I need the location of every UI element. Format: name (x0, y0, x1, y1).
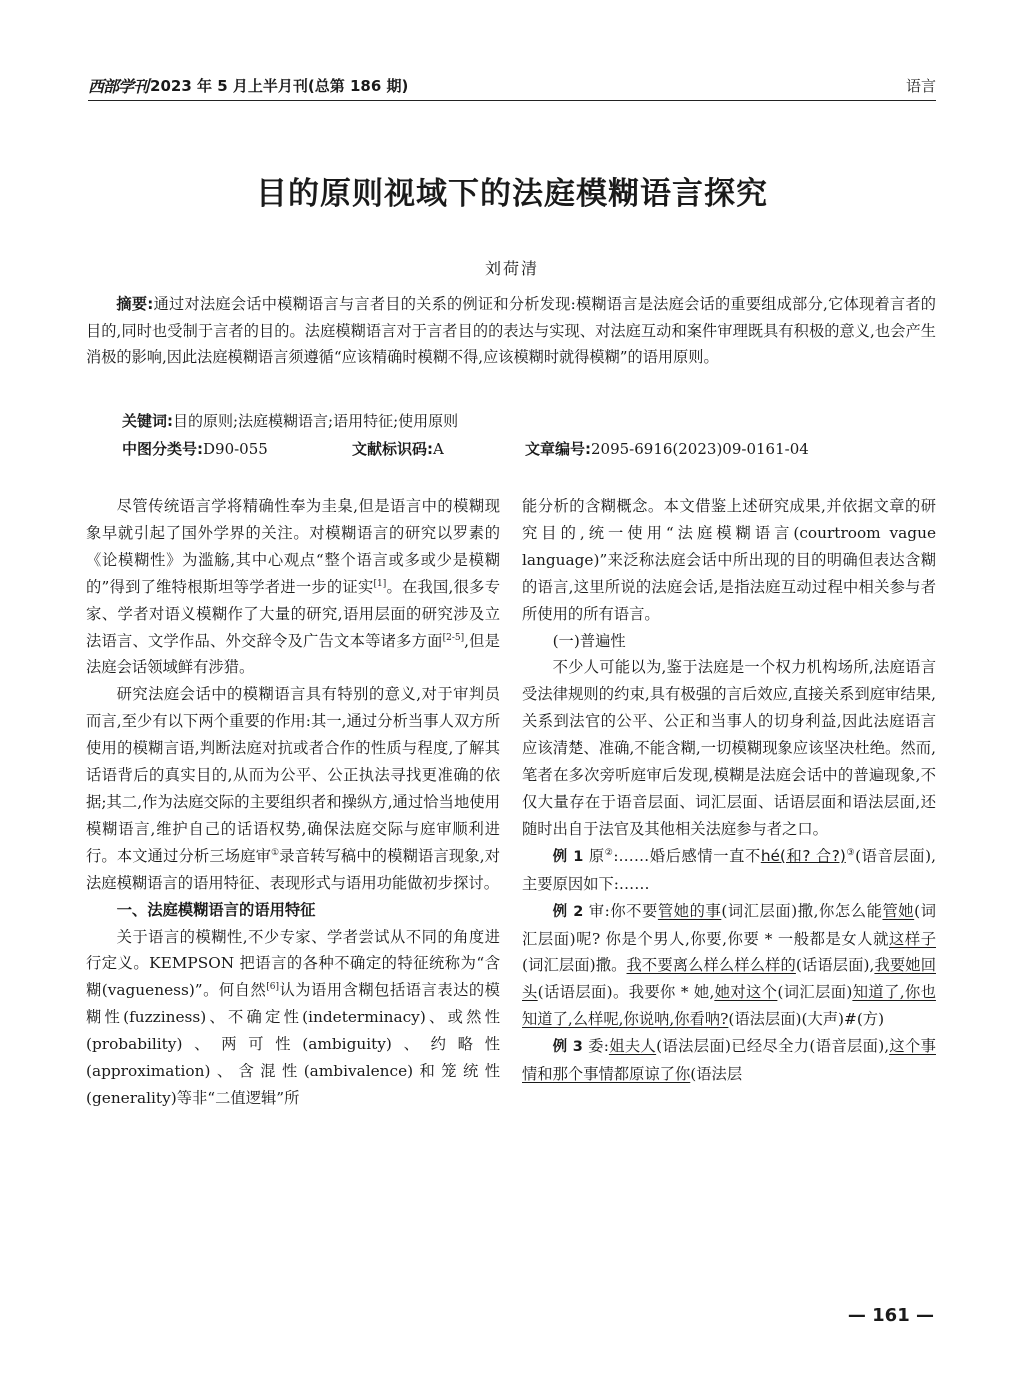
paragraph: 能分析的含糊概念。本文借鉴上述研究成果,并依据文章的研究目的,统一使用“法庭模糊语言(courtroom vague language)”来泛称法庭会话中所出现的目的明确但表达含糊的语言,这里所说的法庭会话,是指法庭互动过程中相关参与者所使用的所有语言。 (522, 497, 936, 623)
text-run: (词汇层面) (777, 983, 853, 1002)
subsection-heading: (一)普遍性 (552, 631, 626, 650)
underlined-phrase: 知道了,你也知道了,么样呢,你说呐,你看呐? (522, 983, 936, 1029)
running-header (88, 72, 936, 98)
text-run: 。在我国,很多专家、学者对语义模糊作了大量的研究,语用层面的研究涉及立法语言、文学作品、外交辞令及广告文本等诸多方面 (86, 577, 500, 650)
text-run: (语法层 (690, 1065, 743, 1084)
journal-logo: 西部学刊 (88, 76, 149, 96)
abstract-text: 通过对法庭会话中模糊语言与言者目的关系的例证和分析发现:模糊语言是法庭会话的重要组成部分,它体现着言者的目的,同时也受制于言者的目的。法庭模糊语言对于言者目的的表达与实现、对法庭互动和案件审理既具有积极的意义,也会产生消极的影响,因此法庭模糊语言须遵循“应该精确时模糊不得,应该模糊时就得模糊”的语用原则。 (86, 295, 936, 367)
header-divider (88, 100, 936, 101)
abstract (86, 291, 936, 371)
text-run: (语法层面)已经尽全力(语音层面), (656, 1037, 890, 1056)
keywords-label: 关键词: (122, 412, 173, 430)
keywords-text: 目的原则;法庭模糊语言;语用特征;使用原则 (173, 412, 459, 430)
paragraph (86, 681, 500, 896)
paragraph (86, 924, 500, 1112)
text-run: (词汇层面)呢? 你是个男人,你要,你要 * 一般都是女人就 (522, 901, 936, 948)
text-run: 认为语用含糊包括语言表达的模糊性(fuzziness)、不确定性(indeterminacy)、或然性(probability)、两可性(ambiguity)、约略性(approximation)、含混性(ambivalence)和笼统性(generality)等非“二值逻辑”所 (86, 981, 500, 1107)
art-value: 2095-6916(2023)09-0161-04 (591, 440, 809, 458)
right-column (522, 493, 936, 1088)
clc-label: 中图分类号: (122, 440, 203, 458)
underlined-phrase: 姐夫人 (608, 1037, 657, 1056)
text-run: (语音层面),主要原因如下:…… (522, 846, 936, 893)
author-name: 刘荷清 (484, 259, 539, 278)
citation: [2-5] (442, 632, 465, 643)
citation: [6] (266, 982, 279, 993)
text-run: (话语层面), (795, 956, 875, 975)
abstract-label: 摘要: (116, 295, 154, 313)
example-label: 例 2 (552, 903, 584, 920)
article-number (525, 437, 809, 461)
pinyin-annotation: hé(和? 合?) (760, 846, 846, 865)
issue-info: 2023 年 5 月上半月刊(总第 186 期) (150, 76, 409, 95)
paragraph (86, 493, 500, 681)
text-run: 审:你不要 (588, 901, 658, 920)
example-label: 例 3 (552, 1039, 583, 1056)
text-run: :……婚后感情一直不 (613, 846, 761, 865)
underlined-phrase: 我要她回头 (522, 956, 936, 1002)
footnote-marker: ② (604, 847, 614, 858)
text-run: ,但是法庭会话领域鲜有涉猎。 (86, 631, 500, 677)
example-2 (522, 898, 936, 1034)
text-run: 尽管传统语言学将精确性奉为圭臬,但是语言中的模糊现象早就引起了国外学界的关注。对模糊语言的研究以罗素的《论模糊性》为滥觞,其中心观点“整个语言或多或少是模糊的”得到了维特根斯坦等学者进一步的证实 (86, 497, 500, 596)
left-column (86, 493, 500, 1112)
text-run: 研究法庭会话中的模糊语言具有特别的意义,对于审判员而言,至少有以下两个重要的作用:其一,通过分析当事人双方所使用的模糊言语,判断法庭对抗或者合作的性质与程度,了解其话语背后的真实目的,从而为公平、公正执法寻找更准确的依据;其二,作为法庭交际的主要组织者和操纵方,通过恰当地使用模糊语言,维护自己的话语权势,确保法庭交际与庭审顺利进行。本文通过分析三场庭审 (86, 685, 500, 865)
document-code (352, 437, 525, 461)
footnote-marker: ③ (845, 847, 856, 858)
underlined-phrase: 她对这个 (714, 983, 778, 1002)
example-1 (522, 843, 936, 898)
text-run: 委: (588, 1037, 609, 1056)
text-run: 关于语言的模糊性,不少专家、学者尝试从不同的角度进行定义。KEMPSON 把语言的各种不确定的特征统称为“含糊(vagueness)”。何自然 (86, 927, 500, 1000)
header-left (88, 74, 408, 97)
page-number: — 161 — (847, 1305, 934, 1326)
example-label: 例 1 (552, 848, 584, 865)
citation: [1] (373, 578, 387, 589)
clc-value: D90-055 (203, 440, 268, 458)
text-run: 录音转写稿中的模糊语言现象,对法庭模糊语言的语用特征、表现形式与语用功能做初步探讨。 (86, 846, 500, 892)
underlined-phrase: 管她 (882, 901, 915, 920)
text-run: (语法层面)(大声)#(方) (728, 1010, 885, 1029)
underlined-phrase: 这个事情和那个事情都原谅了你 (522, 1037, 936, 1084)
article-title: 目的原则视域下的法庭模糊语言探究 (256, 176, 768, 212)
doc-value: A (433, 440, 444, 458)
art-label: 文章编号: (525, 440, 591, 458)
footnote-marker: ① (271, 847, 280, 858)
paragraph: 不少人可能以为,鉴于法庭是一个权力机构场所,法庭语言受法律规则的约束,具有极强的言后效应,直接关系到庭审结果,关系到法官的公平、公正和当事人的切身利益,因此法庭语言应该清楚、准确,不能含糊,一切模糊现象应该坚决杜绝。然而,笔者在多次旁听庭审后发现,模糊是法庭会话中的普遍现象,不仅大量存在于语音层面、词汇层面、话语层面和语法层面,还随时出自于法官及其他相关法庭参与者之口。 (522, 658, 936, 838)
text-run: (话语层面)。我要你 * 她, (537, 983, 715, 1002)
clc-number (122, 437, 352, 461)
keywords (122, 409, 936, 433)
underlined-phrase: 这样子 (888, 929, 936, 948)
text-run: (词汇层面)撒。 (522, 956, 627, 975)
section-name: 语言 (905, 76, 936, 95)
underlined-phrase: 管她的事 (657, 901, 722, 920)
classification-line (122, 437, 936, 461)
text-run: (词汇层面)撒,你怎么能 (721, 901, 883, 920)
underlined-phrase: 我不要离么样么样么样的 (626, 956, 796, 975)
section-heading: 一、法庭模糊语言的语用特征 (116, 900, 316, 919)
example-3 (522, 1033, 936, 1088)
doc-label: 文献标识码: (352, 440, 433, 458)
text-run: 原 (588, 846, 605, 865)
